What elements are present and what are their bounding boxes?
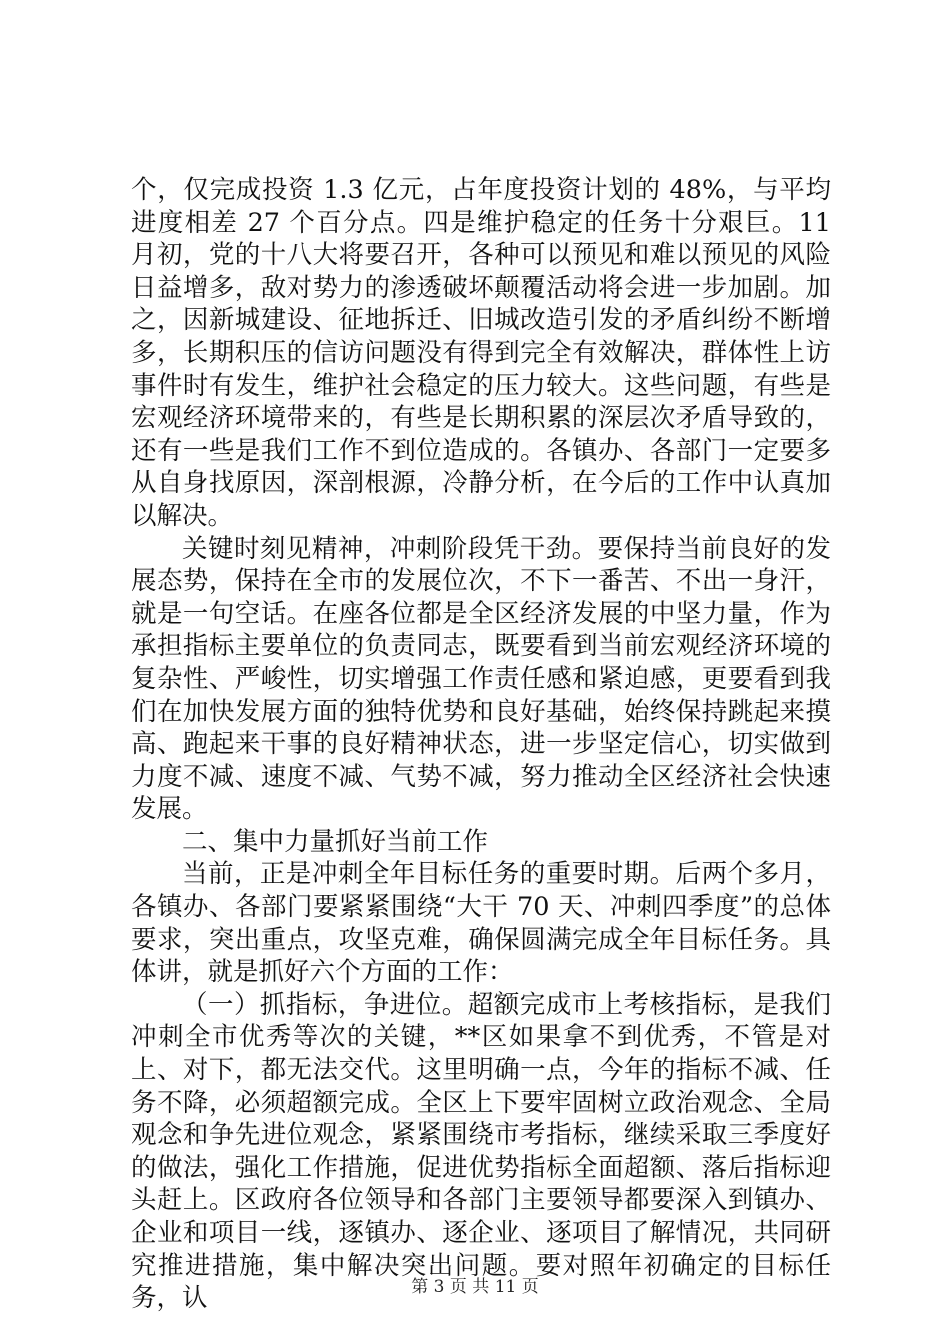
paragraph-indicators: （一）抓指标，争进位。超额完成市上考核指标，是我们冲刺全市优秀等次的关键，**区如果拿不到优秀，不管是对上、对下，都无法交代。这里明确一点，今年的指标不减、任务不降，必须超额完成。全区上下要牢固树立政治观念、全局观念和争先进位观念，紧紧围绕市考指标，继续采取三季度好的做法，强化工作措施，促进优势指标全面超额、落后指标迎头赶上。区政府各位领导和各部门主要领导都要深入到镇办、企业和项目一线，逐镇办、逐企业、逐项目了解情况，共同研究推进措施，集中解决突出问题。要对照年初确定的目标任务，认 (131, 989, 831, 1314)
paragraph-current-period: 当前，正是冲刺全年目标任务的重要时期。后两个多月，各镇办、各部门要紧紧围绕“大干 70 天、冲刺四季度”的总体要求，突出重点，攻坚克难，确保圆满完成全年目标任务。具体讲，就是抓好六个方面的工作： (131, 859, 831, 988)
paragraph-investment-stability: 个，仅完成投资 1.3 亿元，占年度投资计划的 48%，与平均进度相差 27 个百分点。四是维护稳定的任务十分艰巨。11 月初，党的十八大将要召开，各种可以预见和难以预见的风险日益增多，敌对势力的渗透破坏颠覆活动将会进一步加剧。加之，因新城建设、征地拆迁、旧城改造引发的矛盾纠纷不断增多，长期积压的信访问题没有得到完全有效解决，群体性上访事件时有发生，维护社会稳定的压力较大。这些问题，有些是宏观经济环境带来的，有些是长期积累的深层次矛盾导致的，还有一些是我们工作不到位造成的。各镇办、各部门一定要多从自身找原因，深剖根源，冷静分析，在今后的工作中认真加以解决。 (131, 175, 831, 531)
document-body (131, 174, 831, 1315)
paragraph-critical-moment: 关键时刻见精神，冲刺阶段凭干劲。要保持当前良好的发展态势，保持在全市的发展位次，不下一番苦、不出一身汗，就是一句空话。在座各位都是全区经济发展的中坚力量，作为承担指标主要单位的负责同志，既要看到当前宏观经济环境的复杂性、严峻性，切实增强工作责任感和紧迫感，更要看到我们在加快发展方面的独特优势和良好基础，始终保持跳起来摸高、跑起来干事的良好精神状态，进一步坚定信心，切实做到力度不减、速度不减、气势不减，努力推动全区经济社会快速发展。 (131, 533, 831, 825)
page-footer: 第 3 页 共 11 页 (411, 1277, 539, 1297)
section-heading-current-work: 二、集中力量抓好当前工作 (182, 826, 489, 857)
